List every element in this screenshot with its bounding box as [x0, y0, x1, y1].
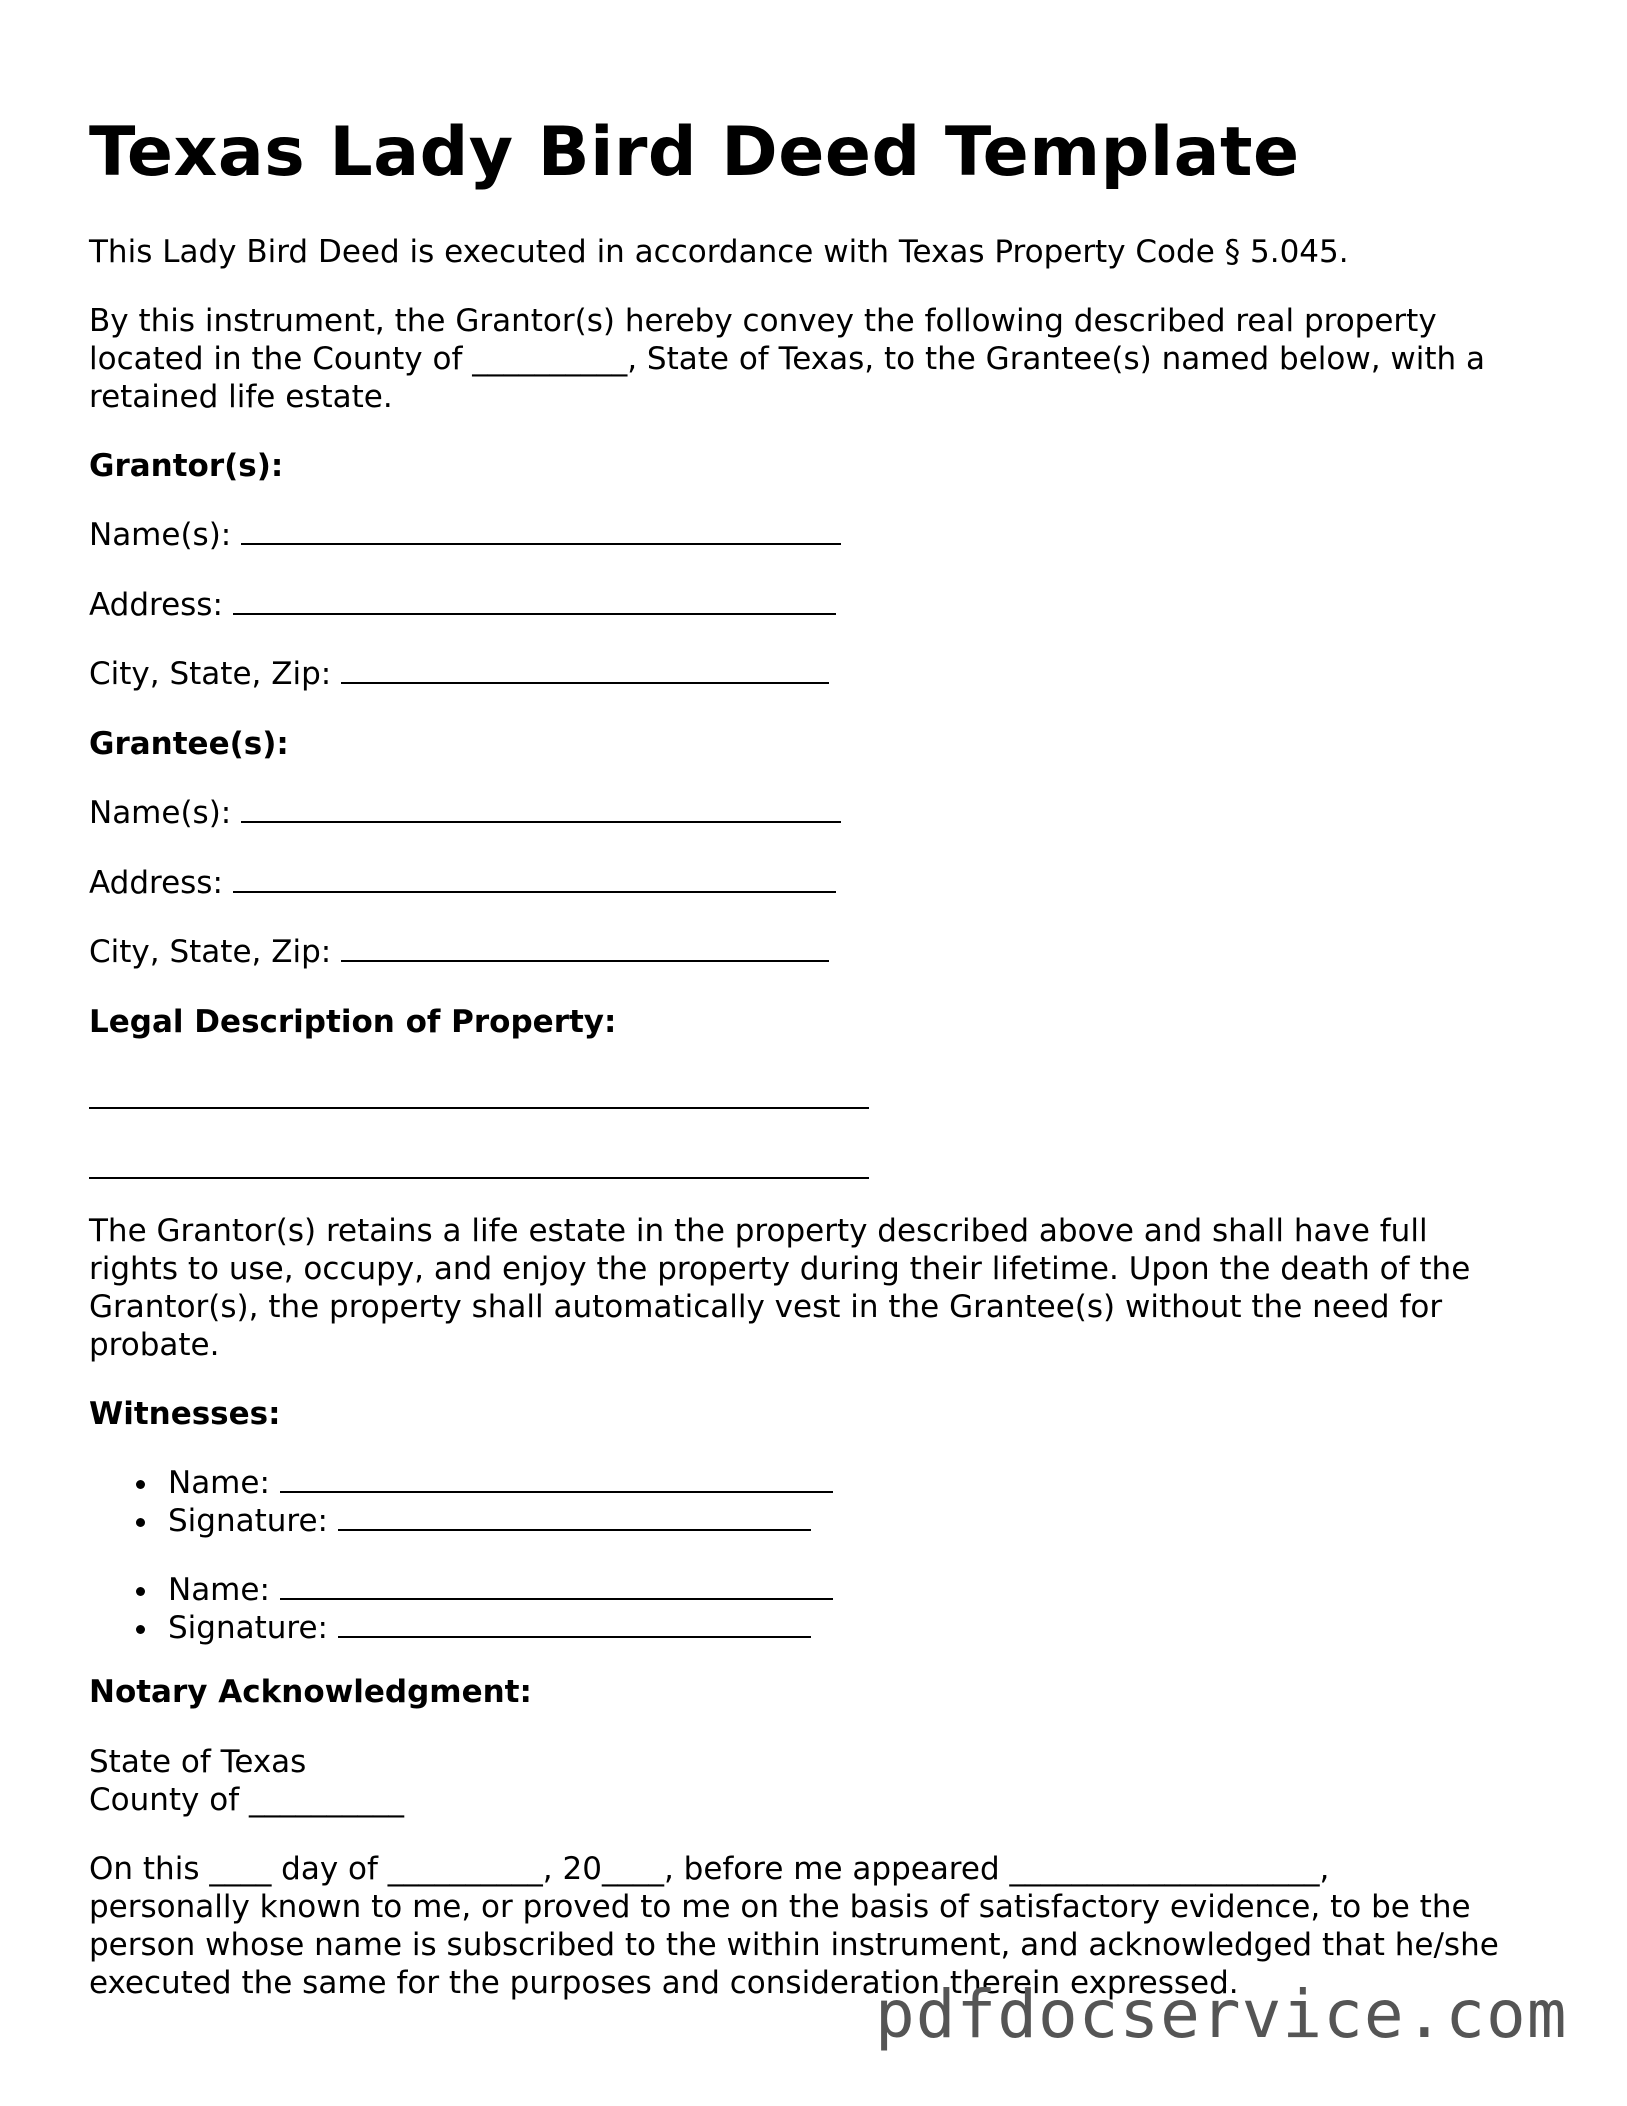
grantor-name-label: Name(s): [89, 517, 232, 553]
grantor-name-row [89, 516, 841, 554]
witness-1-signature-label: Signature: [168, 1503, 328, 1539]
conveyance-line-3: retained life estate. [89, 379, 393, 415]
witness-2-name-label: Name: [168, 1572, 270, 1608]
grantee-city-row [89, 933, 829, 971]
legal-description-line-1[interactable] [89, 1107, 869, 1109]
notary-county-line: County of __________ [89, 1782, 404, 1818]
life-estate-line-2: rights to use, occupy, and enjoy the property during their lifetime. Upon the death of the [89, 1251, 1471, 1287]
witness-1-signature-field[interactable] [338, 1529, 811, 1531]
grantee-address-label: Address: [89, 865, 223, 901]
notary-line-1: On this ____ day of __________, 20____, before me appeared ____________________, [89, 1851, 1330, 1887]
grantee-name-field[interactable] [241, 821, 841, 823]
life-estate-line-3: Grantor(s), the property shall automatically vest in the Grantee(s) without the need for [89, 1289, 1443, 1325]
grantee-name-row [89, 794, 841, 832]
conveyance-line-2: located in the County of __________, State of Texas, to the Grantee(s) named below, with a [89, 341, 1486, 377]
life-estate-line-1: The Grantor(s) retains a life estate in the property described above and shall have full [89, 1213, 1428, 1249]
witness-2-signature-field[interactable] [338, 1636, 811, 1638]
witness-2-name-row [89, 1571, 833, 1609]
grantee-address-row [89, 864, 836, 902]
grantor-address-row [89, 586, 836, 624]
grantor-address-field[interactable] [233, 613, 836, 615]
witness-1-name-label: Name: [168, 1465, 270, 1501]
grantor-name-field[interactable] [241, 543, 841, 545]
grantor-city-field[interactable] [341, 682, 829, 684]
watermark-text: pdfdocservice.com [875, 1976, 1568, 2053]
grantee-city-field[interactable] [341, 960, 829, 962]
life-estate-line-4: probate. [89, 1327, 220, 1363]
page-title: Texas Lady Bird Deed Template [89, 113, 1300, 192]
grantee-name-label: Name(s): [89, 795, 232, 831]
notary-heading: Notary Acknowledgment: [89, 1674, 532, 1710]
grantee-heading: Grantee(s): [89, 726, 289, 762]
witness-1-name-field[interactable] [280, 1491, 833, 1493]
grantor-city-row [89, 655, 829, 693]
legal-description-line-2[interactable] [89, 1177, 869, 1179]
witness-1-name-row [89, 1464, 833, 1502]
witness-2-name-field[interactable] [280, 1598, 833, 1600]
notary-state-line: State of Texas [89, 1744, 307, 1780]
witness-1-signature-row [89, 1502, 833, 1540]
grantor-heading: Grantor(s): [89, 448, 284, 484]
grantor-address-label: Address: [89, 587, 223, 623]
witness-2-signature-row [89, 1609, 833, 1647]
notary-line-2: personally known to me, or proved to me on the basis of satisfactory evidence, to be the [89, 1889, 1471, 1925]
grantor-city-label: City, State, Zip: [89, 656, 332, 692]
witness-2-signature-label: Signature: [168, 1610, 328, 1646]
notary-line-4: executed the same for the purposes and consideration therein expressed. [89, 1965, 1239, 2001]
grantee-city-label: City, State, Zip: [89, 934, 332, 970]
witness-2-list [89, 1571, 833, 1647]
conveyance-line-1: By this instrument, the Grantor(s) hereby convey the following described real property [89, 303, 1437, 339]
witnesses-heading: Witnesses: [89, 1396, 281, 1432]
intro-text: This Lady Bird Deed is executed in accordance with Texas Property Code § 5.045. [89, 234, 1349, 270]
notary-line-3: person whose name is subscribed to the within instrument, and acknowledged that he/she [89, 1927, 1499, 1963]
witness-1-list [89, 1464, 833, 1540]
legal-description-heading: Legal Description of Property: [89, 1004, 617, 1040]
grantee-address-field[interactable] [233, 891, 836, 893]
